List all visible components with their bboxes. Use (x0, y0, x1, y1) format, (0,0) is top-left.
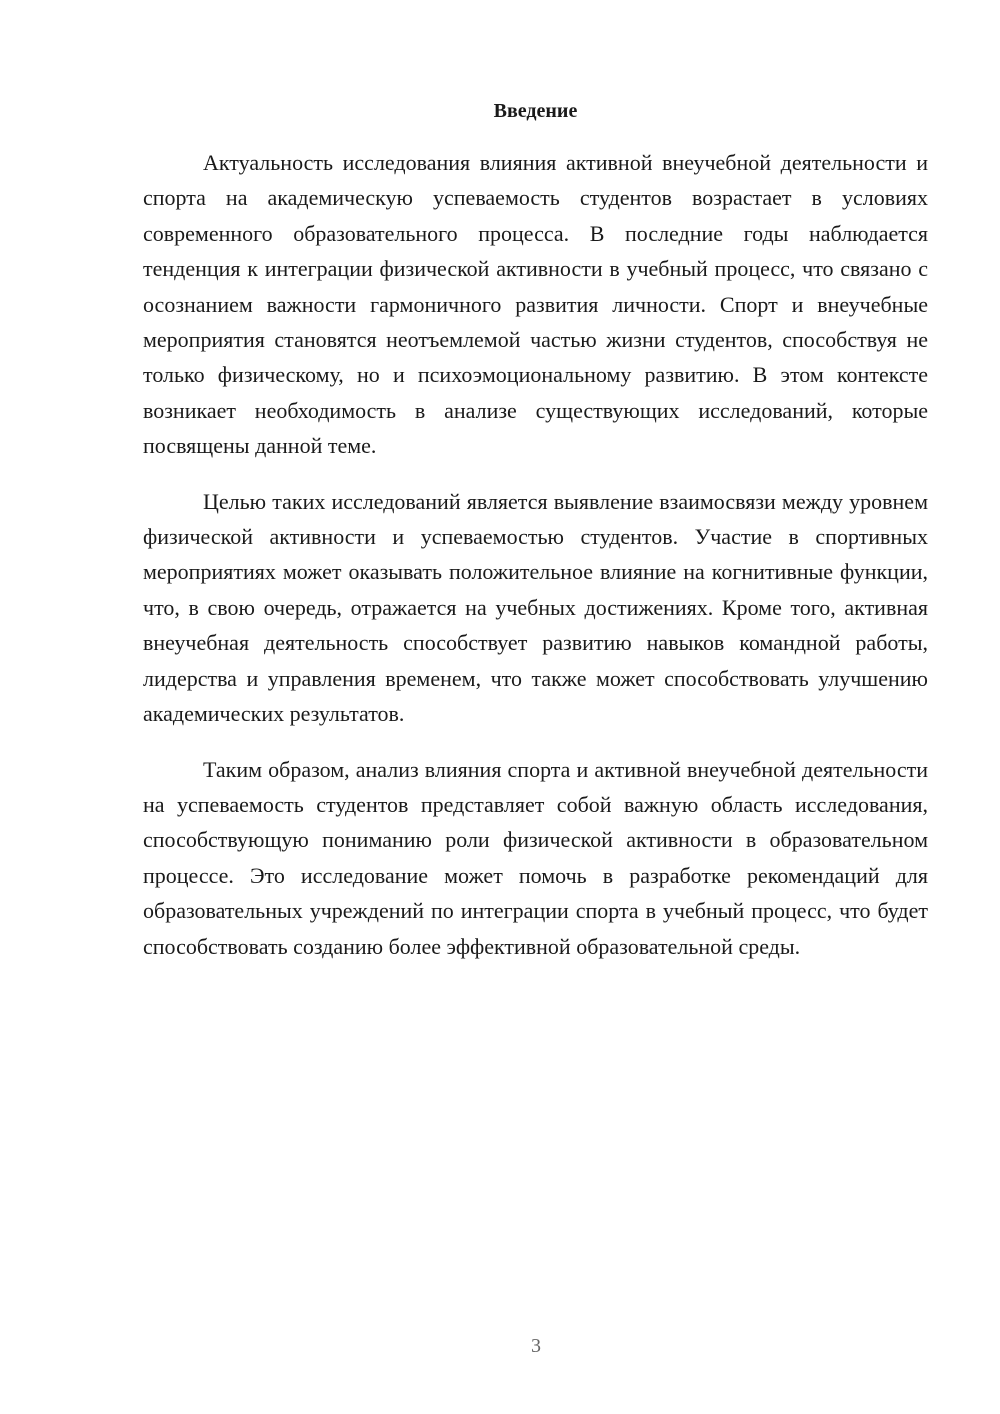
document-body (143, 97, 928, 984)
page-number: 3 (531, 1335, 541, 1357)
paragraph-1: Актуальность исследования влияния активной внеучебной деятельности и спорта на академическую успеваемость студентов возрастает в условиях современного образовательного процесса. В последние годы наблюдается тенденция к интеграции физической активности в учебный процесс, что связано с осознанием важности гармоничного развития личности. Спорт и внеучебные мероприятия становятся неотъемлемой частью жизни студентов, способствуя не только физическому, но и психоэмоциональному развитию. В этом контексте возникает необходимость в анализе существующих исследований, которые посвящены данной теме. (143, 150, 928, 459)
section-heading: Введение (493, 100, 578, 122)
paragraph-3: Таким образом, анализ влияния спорта и активной внеучебной деятельности на успеваемость студентов представляет собой важную область исследования, способствующую пониманию роли физической активности в образовательном процессе. Это исследование может помочь в разработке рекомендаций для образовательных учреждений по интеграции спорта в учебный процесс, что будет способствовать созданию более эффективной образовательной среды. (143, 756, 928, 959)
paragraph-2: Целью таких исследований является выявление взаимосвязи между уровнем физической активности и успеваемостью студентов. Участие в спортивных мероприятиях может оказывать положительное влияние на когнитивные функции, что, в свою очередь, отражается на учебных достижениях. Кроме того, активная внеучебная деятельность способствует развитию навыков командной работы, лидерства и управления временем, что также может способствовать улучшению академических результатов. (143, 488, 928, 727)
